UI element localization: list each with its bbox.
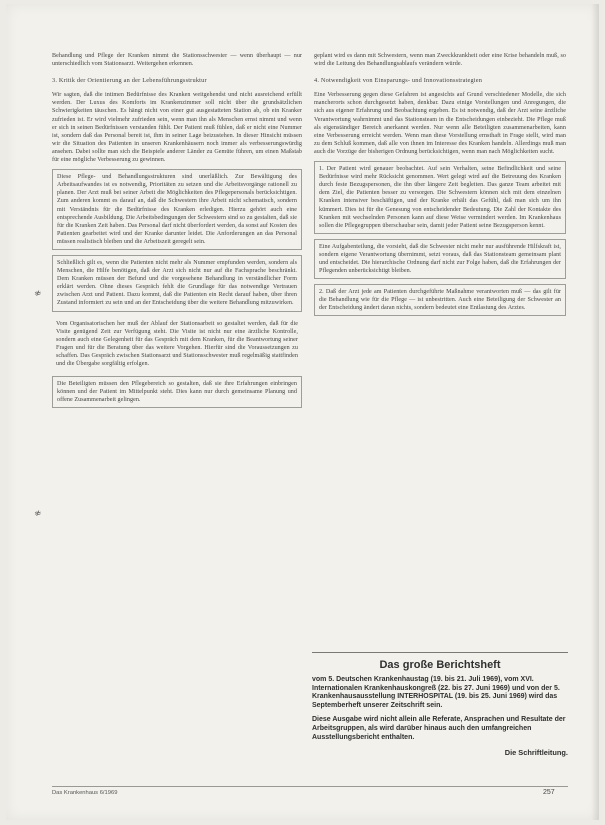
left-paragraph-bottom-1: Vom Organisatorischen her muß der Ablauf der Stationsarbeit so gestaltet werden, daß für die Visite genügend Zeit zur Verfügung steht. Die Visite ist nicht nur eine ärztliche Kontrolle, sondern auch eine Gelegenheit für das Gespräch mit dem Kranken, für die Beantwortung seiner Fragen und für die Beratung über das weitere Vorgehen. Hierfür sind die Voraussetzungen zu schaffen. Das Gespräch zwischen Stationsarzt und Stationsschwester muß regelmäßig stattfinden und die Übergabe sorgfältig erfolgen. [56,320,298,367]
right-boxed-paragraph-2: Eine Aufgabenteilung, die vorsieht, daß die Schwester nicht mehr nur ausführende Hilfskraft ist, sondern eigene Verantwortung übernimmt, setzt voraus, daß das Stationsteam gemeinsam plant und entscheidet. Die hierarchische Ordnung darf nicht zur Folge haben, daß die Erfahrungen der Pflegenden unberücksichtigt bleiben. [314,239,566,279]
announcement-note: Diese Ausgabe wird nicht allein alle Referate, Ansprachen und Resultate der Arbeitsgruppen, als wird darüber hinaus auch den umfangreichen Ausstellungsbericht enthalten. [312,716,566,741]
section-heading-3: 3. Kritik der Orientierung an der Lebensführungsstruktur [52,77,207,85]
left-boxed-paragraph-2: Schließlich gilt es, wenn die Patienten nicht mehr als Nummer empfunden werden, sondern als Menschen, die Hilfe benötigen, daß der Arzt sich nicht nur auf die Fachsprache beschränkt. Dem Kranken müssen der Befund und die vorgesehene Behandlung in verständlicher Form erklärt werden. Ohne dieses Gespräch fehlt die Grundlage für das notwendige Vertrauen zwischen Arzt und Patient. Dazu kommt, daß die Patienten ein Recht darauf haben, über ihren Zustand informiert zu sein und an der Entscheidung über die weitere Behandlung mitzuwirken. [52,255,302,312]
announcement-body: vom 5. Deutschen Krankenhaustag (19. bis 21. Juli 1969), vom XVI. Internationalen Krankenhauskongreß (22. bis 27. Juni 1969) und von der 5. Krankenhausausstellung INTERHOSPITAL (19. bis 25. Juni 1969) wird das Septemberheft unserer Zeitschrift sein. [312,676,560,709]
page-number: 257 [543,789,555,796]
announcement-box [312,652,568,757]
left-paragraph-section-3: Wir sagten, daß die intimen Bedürfnisse des Kranken weitgehendst und nicht ausreichend erfüllt werden. Der Luxus des Komforts im Krankenzimmer soll nicht über die grundsätzlichen Schwierigkeiten täuschen. Es hängt nicht von einer gut ausgestatteten Station ab, ob ein Kranker zufrieden ist. Er wird vielmehr zufrieden sein, wenn man ihn als Menschen ernst nimmt und wenn er sich in seinen Bedürfnissen verstanden fühlt. Der Patient muß fühlen, daß er nicht eine Nummer ist, sondern daß das Personal bereit ist, ihm in seiner Lage beizustehen. In dieser Hinsicht müssen wir die Situation des Patienten in unseren Krankenhäusern noch immer als verbesserungswürdig ansehen. Dabei sollte man sich die Beispiele anderer Länder zu Gemüte führen, um einen Maßstab für eine mögliche Verbesserung zu gewinnen. [52,92,302,164]
right-column [314,52,566,321]
right-paragraph-top: geplant wird es dann mit Schwestern, wenn man Zweckkrankheit oder eine Krise behandeln muß, so wird die Leitung des Behandlungsablaufs verändern würde. [314,53,566,68]
right-paragraph-section-4: Eine Verbesserung gegen diese Gefahren ist angesichts auf Grund verschiedener Modelle, die sich mancherorts schon durchgesetzt haben, denkbar. Dazu einige Vorstellungen und Anregungen, die sich aus eigener Erfahrung und Beobachtung ergeben. Es ist notwendig, daß der Arzt seine ärztliche Verantwortung wahrnimmt und das Stationsteam in die Entscheidungen einbezieht. Die Pflege muß als eigenständiger Bereich anerkannt werden. Nur wenn alle Beteiligten zusammenarbeiten, kann eine Verbesserung erreicht werden. Wenn man diese Vorstellung ernsthaft in Frage stellt, wird man zu dem Schluß kommen, daß alle von ihnen im Interesse des Kranken handeln. Allerdings muß man auch die Vorzüge der bisherigen Ordnung berücksichtigen, wenn man nach Möglichkeiten sucht. [314,92,566,155]
margin-mark-icon: ≉ [34,509,42,519]
section-heading-4: 4. Notwendigkeit von Einsparungs- und Innovationsstrategien [314,77,483,85]
left-boxed-paragraph-1: Diese Pflege- und Behandlungsstrukturen sind unerläßlich. Zur Bewältigung des Arbeitsaufwandes ist es notwendig, Prioritäten zu setzen und die Arbeitsvorgänge rationell zu planen. Der Arzt muß bei seiner Arbeit die Möglichkeiten des Pflegepersonals berücksichtigen. Zum anderen kommt es darauf an, daß die Schwestern ihre Arbeit nicht schematisch, sondern mit Verständnis für die Bedürfnisse des Kranken erledigen. Hierzu gehört auch eine entsprechende Ausbildung. Die Arbeitsbedingungen der Schwestern sind so zu gestalten, daß sie für die Kranken Zeit haben. Das Personal darf nicht überfordert werden, da sonst auf Kosten des Patienten gearbeitet wird und der Kranke darunter leidet. Die Anforderungen an das Personal müssen realistisch bleiben und die Arbeitszeit geregelt sein. [52,169,302,250]
document-page [6,4,599,820]
footer-journal: Das Krankenhaus 6/1969 [52,790,118,796]
announcement-signature: Die Schriftleitung. [504,748,568,758]
right-boxed-paragraph-3: 2. Daß der Arzt jede am Patienten durchgeführte Maßnahme verantworten muß — das gilt für die Behandlung wie für die Pflege — ist unbestritten. Auch eine Beteiligung der Schwester an der Entscheidung ändert daran nichts, sondern bedeutet eine Entlastung des Arztes. [314,284,566,316]
announcement-title: Das große Berichtsheft [379,659,501,671]
footer-divider [52,786,568,787]
left-column [52,52,302,413]
margin-mark-icon: ≉ [34,289,42,299]
left-paragraph-top: Behandlung und Pflege der Kranken nimmt die Stationsschwester — wenn überhaupt — nur unterschiedlich vom Stationsarzt. Weitergehen erkennen. [52,53,302,68]
right-boxed-paragraph-1: 1. Der Patient wird genauer beobachtet. Auf sein Verhalten, seine Befindlichkeit und seine Bedürfnisse wird mehr Rücksicht genommen. Wert gelegt wird auf die Betreuung des Kranken durch feste Bezugspersonen, die ihn über längere Zeit begleiten. Das ganze Team arbeitet mit dem Ziel, die Patienten besser zu versorgen. Die Schwestern können sich mit dem einzelnen Kranken intensiver beschäftigen, und der Kranke erhält das Gefühl, daß man sich um ihn kümmert. Dies ist für die Genesung von entscheidender Bedeutung. Die Zahl der Kontakte des Kranken mit wechselnden Personen kann auf diese Weise vermindert werden. Im Krankenhaus sollen die Pflegegruppen überschaubar sein, damit jeder Patient seine Bezugsperson kennt. [314,161,566,234]
left-paragraph-bottom-2: Die Beteiligten müssen den Pflegebereich so gestalten, daß sie ihre Erfahrungen einbringen können und der Patient im Mittelpunkt steht. Dies kann nur durch gemeinsame Planung und offene Zusammenarbeit gelingen. [52,376,302,408]
